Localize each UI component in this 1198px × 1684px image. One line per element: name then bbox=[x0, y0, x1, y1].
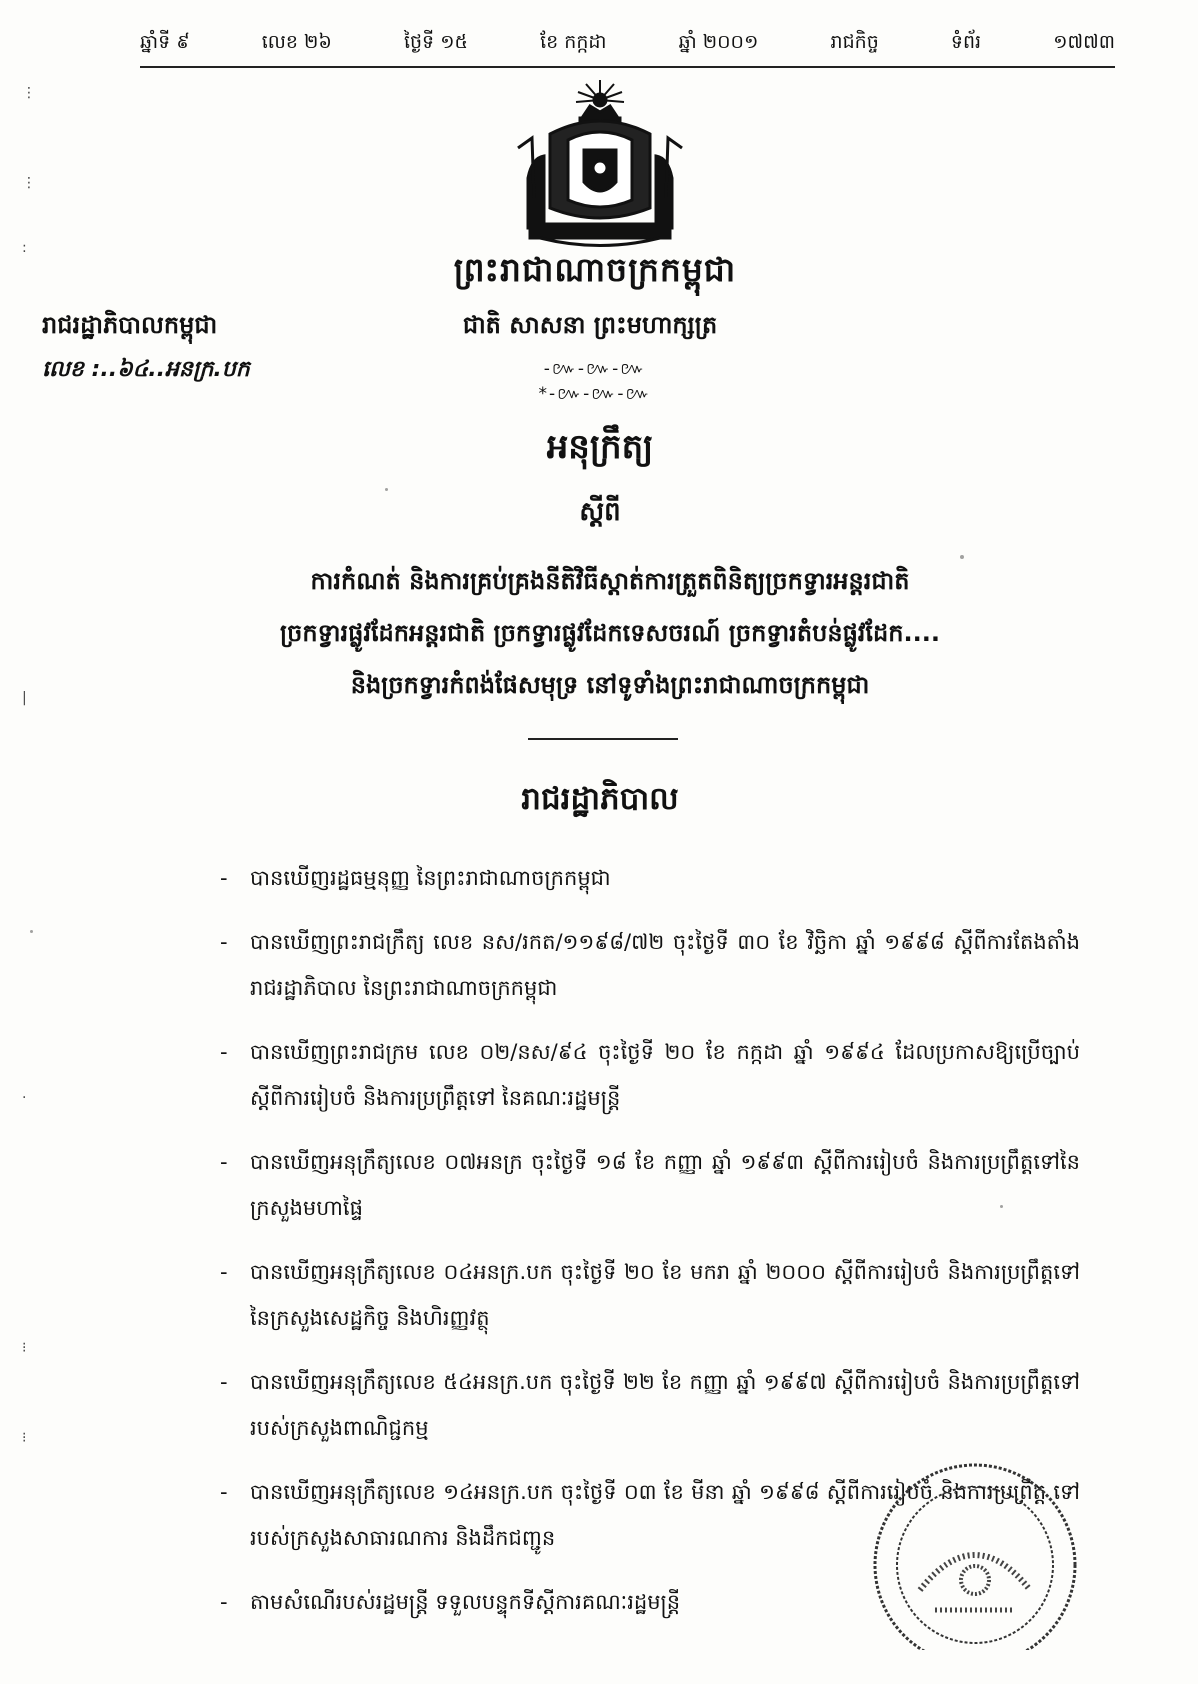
margin-mark: : bbox=[22, 240, 27, 256]
margin-mark: · bbox=[22, 1090, 27, 1106]
reference-text: បានឃើញអនុក្រឹត្យលេខ ០៧អនក្រ ចុះថ្ងៃទី ១៨ ខែ កញ្ញា ឆ្នាំ ១៩៩៣ ស្តីពីការរៀបចំ និងការប្រព្រឹត្តទៅនៃក្រសួងមហាផ្ទៃ bbox=[250, 1150, 1080, 1220]
list-dash: - bbox=[220, 866, 228, 890]
subject-line: និងច្រកទ្វារកំពង់ផែសមុទ្រ នៅទូទាំងព្រះរាជាណាចក្រកម្ពុជា bbox=[350, 671, 870, 699]
official-seal-stamp bbox=[860, 1460, 1090, 1650]
reference-item bbox=[220, 1029, 1080, 1121]
list-dash: - bbox=[220, 1480, 228, 1504]
scan-speck bbox=[385, 488, 388, 491]
gazette-header bbox=[140, 30, 1115, 66]
header-page-number: ១៧៧៣ bbox=[1053, 31, 1115, 53]
reference-text: តាមសំណើរបស់រដ្ឋមន្ត្រី ទទួលបន្ទុកទីស្តីការគណៈរដ្ឋមន្ត្រី bbox=[250, 1590, 681, 1614]
about-label: ស្តីពី bbox=[579, 497, 621, 527]
list-dash: - bbox=[220, 1260, 228, 1284]
list-dash: - bbox=[220, 1040, 228, 1064]
reference-text: បានឃើញព្រះរាជក្រឹត្យ លេខ នស/រកត/១១៩៨/៧២ ចុះថ្ងៃទី ៣០ ខែ វិច្ឆិកា ឆ្នាំ ១៩៩៨ ស្តីពីការតែងតាំងរាជរដ្ឋាភិបាល នៃព្រះរាជាណាចក្រកម្ពុជា bbox=[250, 930, 1080, 1000]
section-divider bbox=[528, 738, 678, 740]
reference-item bbox=[220, 1359, 1080, 1451]
scan-speck bbox=[30, 930, 33, 933]
header-gazette: រាជកិច្ច bbox=[830, 31, 879, 53]
margin-mark: ⋮ bbox=[22, 85, 36, 101]
kingdom-title: ព្រះរាជាណាចក្រកម្ពុជា bbox=[453, 250, 737, 289]
margin-mark: ⁝ bbox=[22, 1340, 27, 1356]
list-dash: - bbox=[220, 1150, 228, 1174]
decree-subject bbox=[230, 555, 990, 711]
margin-mark: | bbox=[22, 690, 27, 706]
list-dash: - bbox=[220, 1590, 228, 1614]
reference-item bbox=[220, 1249, 1080, 1341]
subject-line: ច្រកទ្វារផ្លូវដែកអន្តរជាតិ ច្រកទ្វារផ្លូវដែកទេសចរណ៍ ច្រកទ្វារតំបន់ផ្លូវដែក.... bbox=[280, 619, 940, 647]
reference-item bbox=[220, 1139, 1080, 1231]
government-heading: រាជរដ្ឋាភិបាល bbox=[521, 781, 679, 817]
reference-text: បានឃើញអនុក្រឹត្យលេខ ៥៤អនក្រ.បក ចុះថ្ងៃទី ២២ ខែ កញ្ញា ឆ្នាំ ១៩៩៧ ស្តីពីការរៀបចំ និងការប្រព្រឹត្តទៅរបស់ក្រសួងពាណិជ្ជកម្ម bbox=[250, 1370, 1080, 1440]
reference-item bbox=[220, 855, 1080, 901]
list-dash: - bbox=[220, 1370, 228, 1394]
issuer-name: រាជរដ្ឋាភិបាលកម្ពុជា bbox=[42, 311, 218, 339]
header-rule bbox=[140, 66, 1115, 68]
header-page-label: ទំព័រ bbox=[950, 31, 982, 53]
header-year-no: ឆ្នាំទី ៩ bbox=[140, 31, 190, 53]
header-year: ឆ្នាំ ២០០១ bbox=[678, 31, 759, 53]
header-issue-no: លេខ ២៦ bbox=[261, 31, 332, 53]
reference-text: បានឃើញព្រះរាជក្រម លេខ ០២/នស/៩៤ ចុះថ្ងៃទី ២០ ខែ កក្កដា ឆ្នាំ ១៩៩៤ ដែលប្រកាសឱ្យប្រើច្បាប់ ស្តីពីការរៀបចំ និងការប្រព្រឹត្តទៅ នៃគណៈរដ្ឋមន្ត្រី bbox=[250, 1040, 1080, 1110]
decree-number: លេខ :..៦៤..អនក្រ.បក bbox=[42, 357, 250, 382]
header-month: ខែ កក្កដា bbox=[540, 31, 607, 53]
document-type-title: អនុក្រឹត្យ bbox=[546, 427, 654, 467]
header-day: ថ្ងៃទី ១៥ bbox=[403, 31, 468, 53]
reference-text: បានឃើញអនុក្រឹត្យលេខ ១៤អនក្រ.បក ចុះថ្ងៃទី ០៣ ខែ មីនា ឆ្នាំ ១៩៩៨ ស្តីពីការរៀបចំ និងការប្រព្រឹត្ត ទៅរបស់ក្រសួងសាធារណការ និងដឹកជញ្ជូន bbox=[250, 1480, 1080, 1550]
reference-item bbox=[220, 919, 1080, 1011]
subject-line: ការកំណត់ និងការគ្រប់គ្រងនីតិវិធីស្ដាត់ការត្រួតពិនិត្យច្រកទ្វារអន្តរជាតិ bbox=[310, 567, 910, 595]
list-dash: - bbox=[220, 930, 228, 954]
reference-text: បានឃើញអនុក្រឹត្យលេខ ០៤អនក្រ.បក ចុះថ្ងៃទី ២០ ខែ មករា ឆ្នាំ ២០០០ ស្តីពីការរៀបចំ និងការប្រព្រឹត្តទៅនៃក្រសួងសេដ្ឋកិច្ច និងហិរញ្ញវត្ថុ bbox=[250, 1260, 1080, 1330]
margin-mark: ⁝ bbox=[22, 1430, 27, 1446]
royal-arms-emblem bbox=[510, 78, 690, 248]
national-motto: ជាតិ សាសនា ព្រះមហាក្សត្រ bbox=[462, 311, 718, 339]
ornament-divider: -៚-៚-៚*-៚-៚-៚ bbox=[538, 359, 652, 404]
margin-mark: ⋮ bbox=[22, 175, 36, 191]
reference-text: បានឃើញរដ្ឋធម្មនុញ្ញ នៃព្រះរាជាណាចក្រកម្ពុជា bbox=[250, 866, 611, 890]
